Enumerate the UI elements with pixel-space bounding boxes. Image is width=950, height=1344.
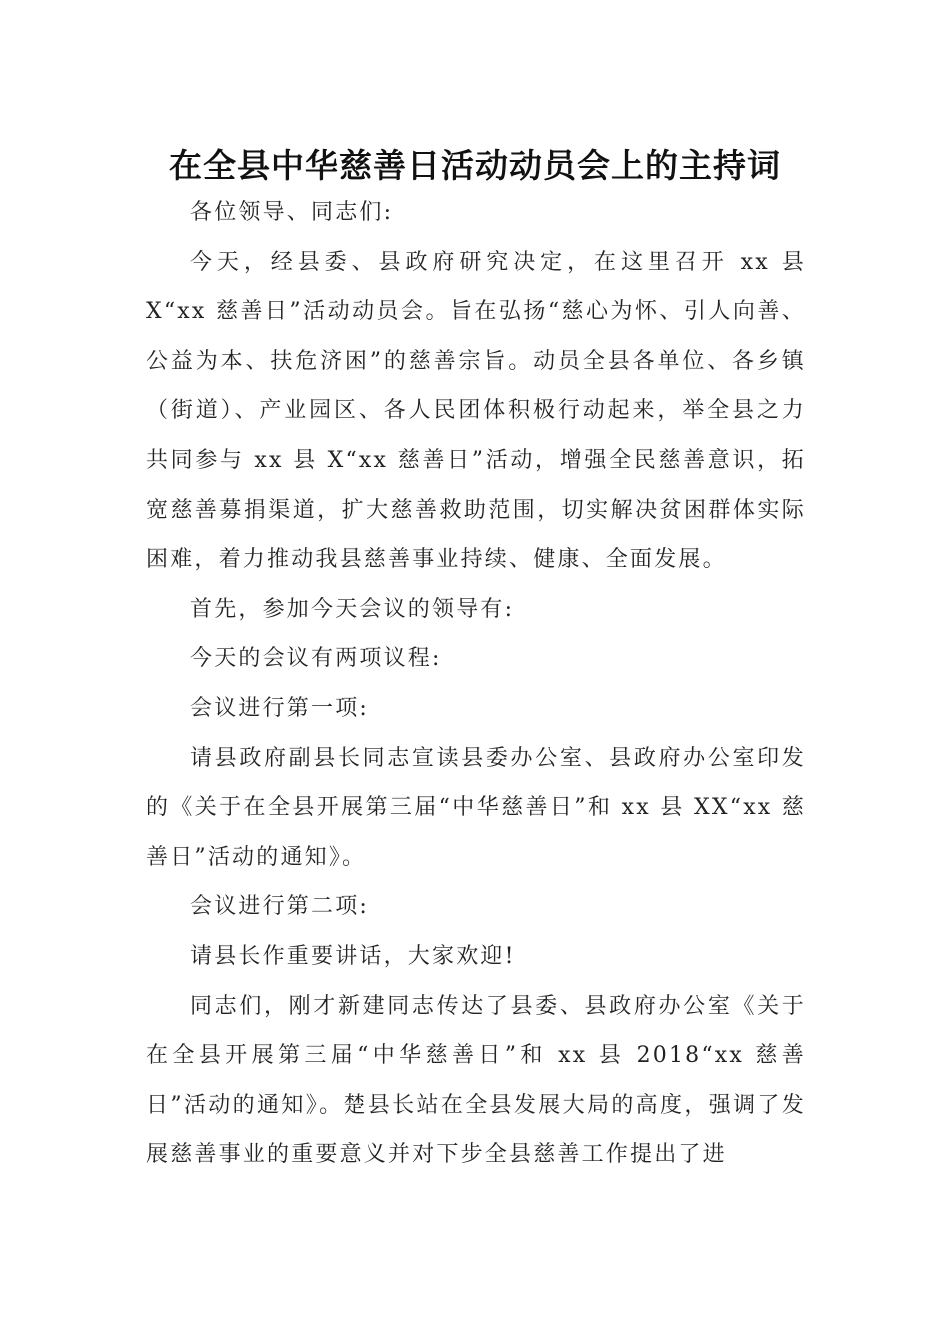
paragraph-reading-notice: 请县政府副县长同志宣读县委办公室、县政府办公室印发的《关于在全县开展第三届“中华慈善日”和 xx 县 XX“xx 慈善日”活动的通知》。 xyxy=(146,745,806,870)
document-body xyxy=(146,188,806,1180)
paragraph-attending-leaders: 首先，参加今天会议的领导有: xyxy=(190,596,515,622)
paragraph-agenda-intro: 今天的会议有两项议程: xyxy=(190,646,442,672)
paragraph-agenda-item-1: 会议进行第一项: xyxy=(190,695,370,721)
document-title: 在全县中华慈善日活动动员会上的主持词 xyxy=(169,146,781,185)
paragraph-closing-remarks: 同志们，刚才新建同志传达了县委、县政府办公室《关于在全县开展第三届“中华慈善日”和 xx 县 2018“xx 慈善日”活动的通知》。楚县长站在全县发展大局的高度，强调了发展慈善事业的重要意义并对下步全县慈善工作提出了进 xyxy=(146,993,806,1168)
paragraph-greeting: 各位领导、同志们: xyxy=(190,200,394,225)
paragraph-agenda-item-2: 会议进行第二项: xyxy=(190,894,370,920)
paragraph-purpose: 今天，经县委、县政府研究决定，在这里召开 xx 县 X“xx 慈善日”活动动员会。旨在弘扬“慈心为怀、引人向善、公益为本、扶危济困”的慈善宗旨。动员全县各单位、各乡镇（街道）、产业园区、各人民团体积极行动起来，举全县之力共同参与 xx 县 X“xx 慈善日”活动，增强全民慈善意识，拓宽慈善募捐渠道，扩大慈善救助范围，切实解决贫困群体实际困难，着力推动我县慈善事业持续、健康、全面发展。 xyxy=(146,249,806,573)
paragraph-county-head-speech: 请县长作重要讲话，大家欢迎! xyxy=(190,943,516,969)
